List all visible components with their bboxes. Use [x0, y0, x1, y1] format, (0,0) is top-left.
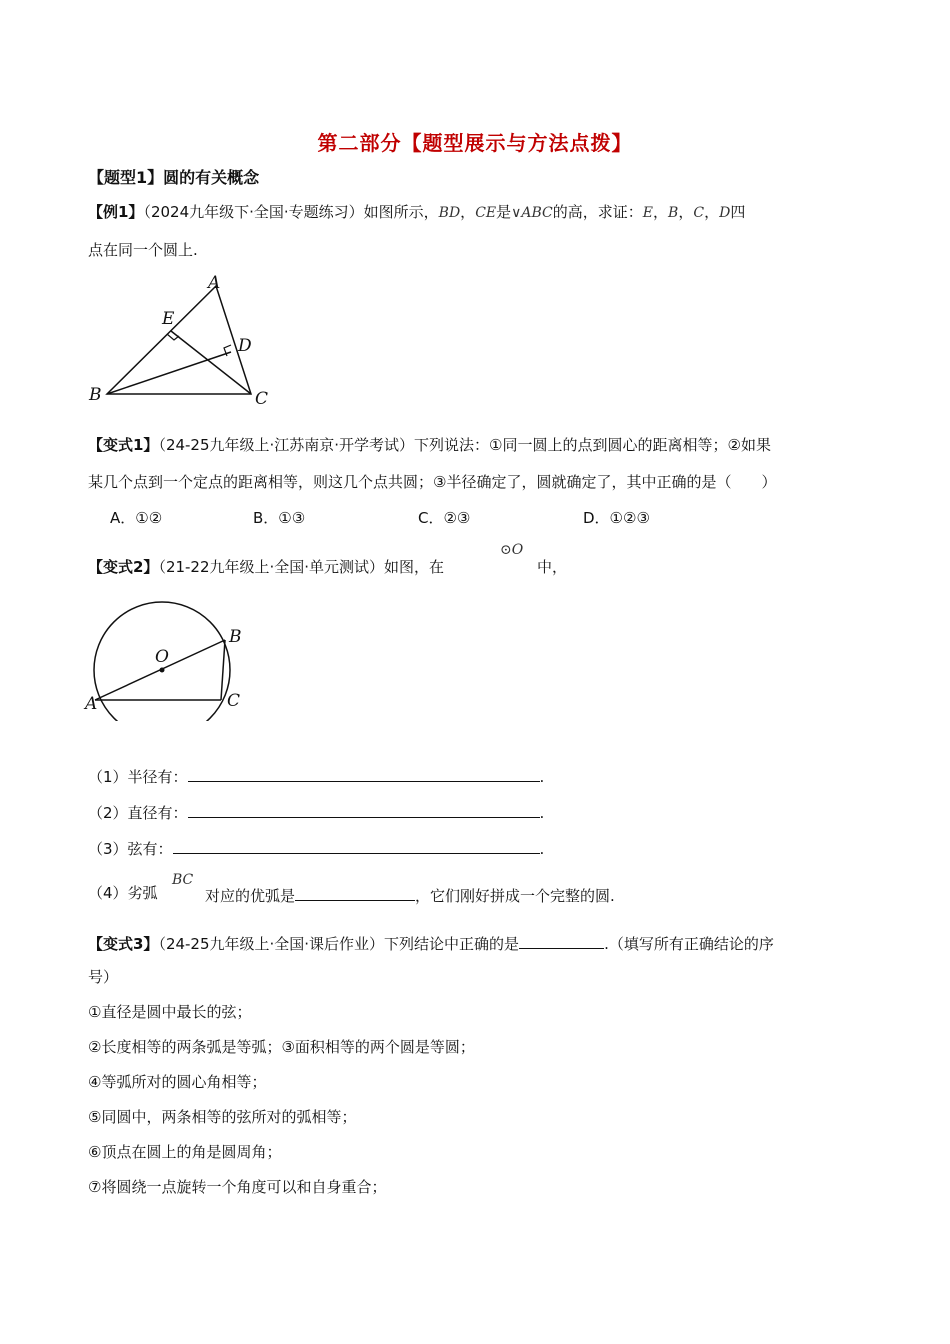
- statement-2-3: ②长度相等的两条弧是等弧；③面积相等的两个圆是等圆；: [88, 1038, 475, 1056]
- question-arc-text: 对应的优弧是: [205, 887, 296, 905]
- example1-source: （2024九年级下·全国·专题练习）如图所示，: [143, 203, 439, 221]
- label-e: E: [162, 309, 175, 329]
- label-c: C: [255, 389, 269, 409]
- math-circle-o: ⊙O: [500, 542, 524, 558]
- math-arc-bc: BC: [172, 872, 194, 888]
- variant2-source: （21-22九年级上·全国·单元测试）如图，在: [158, 558, 445, 576]
- section-heading: 【题型1】圆的有关概念: [88, 168, 260, 187]
- period: .: [539, 768, 545, 786]
- statement-6: ⑥顶点在圆上的角是圆周角；: [88, 1143, 282, 1161]
- page-title: 第二部分【题型展示与方法点拨】: [317, 131, 633, 155]
- example1-line1: [88, 205, 745, 220]
- question-arc-rest: [205, 886, 615, 904]
- variant2-line1: [88, 560, 444, 575]
- math-e: E: [642, 205, 654, 221]
- label-b: B: [229, 627, 242, 647]
- statement-1: ①直径是圆中最长的弦；: [88, 1003, 252, 1021]
- math-triangle-abc: ∨ABC: [511, 205, 553, 221]
- text-end: 四: [730, 203, 746, 221]
- statement-5: ⑤同圆中，两条相等的弦所对的弧相等；: [88, 1108, 357, 1126]
- variant2-text-end: 中，: [537, 558, 568, 576]
- answer-blank-major-arc[interactable]: [295, 886, 415, 901]
- label-c: C: [227, 691, 241, 711]
- period: .: [539, 804, 545, 822]
- math-ce: CE: [475, 205, 497, 221]
- variant3-line2: 号）: [88, 968, 119, 986]
- circle-figure: [80, 596, 260, 721]
- segment-bd: [107, 352, 231, 394]
- math-d: D: [719, 205, 731, 221]
- statement-4: ④等弧所对的圆心角相等；: [88, 1073, 267, 1091]
- label-b: B: [89, 385, 102, 405]
- variant1-text: （24-25九年级上·江苏南京·开学考试）下列说法：①同一圆上的点到圆心的距离相等；②如果: [158, 436, 771, 454]
- variant1-tag: 【变式1】: [88, 436, 159, 454]
- comma: ，: [704, 203, 720, 221]
- text-is: 是: [496, 203, 512, 221]
- question-diameter-label: （2）直径有：: [88, 804, 188, 822]
- center-point: [160, 668, 165, 673]
- question-diameter: [88, 803, 544, 821]
- answer-blank-radius[interactable]: [188, 767, 540, 782]
- option-d: D．①②③: [583, 509, 650, 527]
- question-radius: [88, 767, 544, 785]
- answer-blank-conclusions[interactable]: [519, 934, 604, 949]
- statement-7: ⑦将圆绕一点旋转一个角度可以和自身重合；: [88, 1178, 387, 1196]
- question-chord-label: （3）弦有：: [88, 840, 173, 858]
- question-chord: [88, 839, 544, 857]
- option-a: A．①②: [110, 509, 163, 527]
- option-b: B．①③: [253, 509, 306, 527]
- label-o: O: [155, 647, 169, 667]
- period: .: [539, 840, 545, 858]
- text-mid: 的高，求证：: [552, 203, 643, 221]
- right-angle-e: [167, 334, 179, 340]
- variant3-line1: [88, 934, 774, 952]
- variant2-tag: 【变式2】: [88, 558, 159, 576]
- question-arc: [88, 886, 158, 901]
- math-b: B: [668, 205, 679, 221]
- question-arc-end: ，它们刚好拼成一个完整的圆.: [415, 887, 615, 905]
- question-arc-label: （4）劣弧: [88, 884, 158, 902]
- variant1-line2: 某几个点到一个定点的距离相等，则这几个点共圆；③半径确定了，圆就确定了，其中正确的是（ ）: [88, 473, 777, 491]
- label-d: D: [238, 336, 252, 356]
- answer-blank-diameter[interactable]: [188, 803, 540, 818]
- chord-bc: [221, 640, 225, 700]
- label-a: A: [208, 273, 221, 293]
- variant3-text: （24-25九年级上·全国·课后作业）下列结论中正确的是: [158, 935, 520, 953]
- example1-line2: 点在同一个圆上.: [88, 241, 198, 259]
- answer-blank-chord[interactable]: [173, 839, 540, 854]
- variant3-tag: 【变式3】: [88, 935, 159, 953]
- example1-tag: 【例1】: [88, 203, 144, 221]
- math-bd: BD: [438, 205, 461, 221]
- question-radius-label: （1）半径有：: [88, 768, 188, 786]
- triangle-figure: [80, 268, 280, 413]
- comma: ，: [678, 203, 694, 221]
- comma: ，: [460, 203, 476, 221]
- math-c: C: [693, 205, 705, 221]
- option-c: C．②③: [418, 509, 471, 527]
- label-a: A: [85, 694, 98, 714]
- variant3-text-end: .（填写所有正确结论的序: [604, 935, 774, 953]
- variant1-line1: [88, 438, 771, 453]
- comma: ，: [653, 203, 669, 221]
